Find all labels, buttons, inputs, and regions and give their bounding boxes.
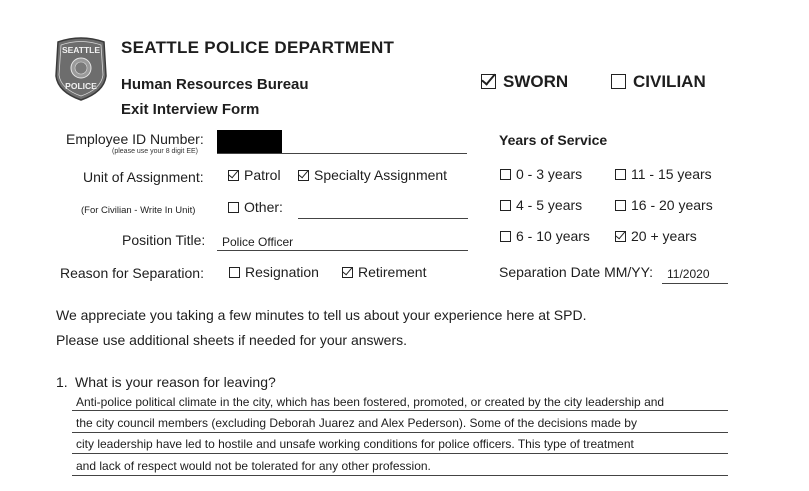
years-0-3-checkbox[interactable]	[500, 169, 511, 180]
years-option-4-5[interactable]	[500, 197, 582, 213]
answer-rule-4	[72, 475, 728, 476]
sworn-checkbox[interactable]	[481, 74, 496, 89]
sworn-label: SWORN	[503, 72, 569, 91]
position-title-value[interactable]: Police Officer	[222, 235, 294, 249]
question-1-text: What is your reason for leaving?	[75, 374, 276, 390]
years-11-15-checkbox[interactable]	[615, 169, 626, 180]
employee-id-hint: (please use your 8 digit EE)	[112, 148, 198, 155]
civilian-label: CIVILIAN	[633, 72, 706, 91]
bureau-title: Human Resources Bureau	[121, 76, 309, 93]
separation-date-value[interactable]: 11/2020	[667, 267, 710, 281]
years-6-10-checkbox[interactable]	[500, 231, 511, 242]
other-option[interactable]	[228, 199, 283, 215]
years-11-15-label: 11 - 15 years	[631, 166, 712, 182]
unit-label: Unit of Assignment:	[83, 169, 204, 185]
years-option-0-3[interactable]	[500, 166, 582, 182]
answer-line-1: Anti-police political climate in the city, which has been fostered, promoted, or created by the city leadership and	[76, 395, 665, 409]
position-title-field-line	[217, 250, 468, 251]
years-option-16-20[interactable]	[615, 197, 713, 213]
reason-label: Reason for Separation:	[60, 265, 204, 281]
resignation-label: Resignation	[245, 264, 319, 280]
form-title: Exit Interview Form	[121, 101, 260, 118]
years-option-6-10[interactable]	[500, 228, 590, 244]
years-option-11-15[interactable]	[615, 166, 712, 182]
separation-date-field-line	[662, 283, 728, 284]
badge-bottom-text: POLICE	[65, 81, 97, 91]
position-title-label: Position Title:	[122, 232, 206, 248]
resignation-checkbox[interactable]	[229, 267, 240, 278]
civilian-option[interactable]	[611, 72, 706, 92]
retirement-checkbox[interactable]	[342, 267, 353, 278]
employee-id-label: Employee ID Number:	[66, 131, 204, 147]
unit-option-specialty[interactable]	[298, 167, 447, 183]
specialty-label: Specialty Assignment	[314, 167, 448, 183]
spd-badge-logo	[52, 36, 110, 102]
specialty-checkbox[interactable]	[298, 170, 309, 181]
civilian-unit-label: (For Civilian - Write In Unit)	[81, 205, 196, 216]
patrol-label: Patrol	[244, 167, 281, 183]
answer-line-2: the city council members (excluding Deborah Juarez and Alex Pederson). Some of the decisions made by	[76, 416, 637, 430]
sworn-option[interactable]	[481, 72, 568, 92]
unit-option-patrol[interactable]	[228, 167, 281, 183]
patrol-checkbox[interactable]	[228, 170, 239, 181]
answer-rule-3	[72, 453, 728, 454]
answer-line-4: and lack of respect would not be tolerated for any other profession.	[76, 459, 431, 473]
answer-line-3: city leadership have led to hostile and unsafe working conditions for police officers. This type of treatment	[76, 437, 634, 451]
years-0-3-label: 0 - 3 years	[516, 166, 583, 182]
years-16-20-checkbox[interactable]	[615, 200, 626, 211]
answer-rule-1	[72, 410, 728, 411]
years-20-plus-label: 20 + years	[631, 228, 697, 244]
years-20-plus-checkbox[interactable]	[615, 231, 626, 242]
department-title: SEATTLE POLICE DEPARTMENT	[121, 38, 395, 57]
intro-line-2: Please use additional sheets if needed for your answers.	[56, 332, 407, 348]
other-checkbox[interactable]	[228, 202, 239, 213]
intro-line-1: We appreciate you taking a few minutes to tell us about your experience here at SPD.	[56, 307, 587, 323]
redacted-employee-id	[217, 130, 282, 154]
reason-option-resignation[interactable]	[229, 264, 319, 280]
years-16-20-label: 16 - 20 years	[631, 197, 713, 213]
answer-rule-2	[72, 432, 728, 433]
years-6-10-label: 6 - 10 years	[516, 228, 590, 244]
other-field-line[interactable]	[298, 218, 468, 219]
years-of-service-heading: Years of Service	[499, 132, 608, 148]
question-1-number: 1.	[56, 374, 68, 390]
reason-option-retirement[interactable]	[342, 264, 426, 280]
badge-top-text: SEATTLE	[61, 45, 101, 55]
years-4-5-checkbox[interactable]	[500, 200, 511, 211]
separation-date-label: Separation Date MM/YY:	[499, 264, 654, 280]
years-4-5-label: 4 - 5 years	[516, 197, 583, 213]
retirement-label: Retirement	[358, 264, 427, 280]
employee-id-field-line[interactable]	[217, 153, 467, 154]
civilian-checkbox[interactable]	[611, 74, 626, 89]
years-option-20-plus[interactable]	[615, 228, 697, 244]
other-label: Other:	[244, 199, 283, 215]
